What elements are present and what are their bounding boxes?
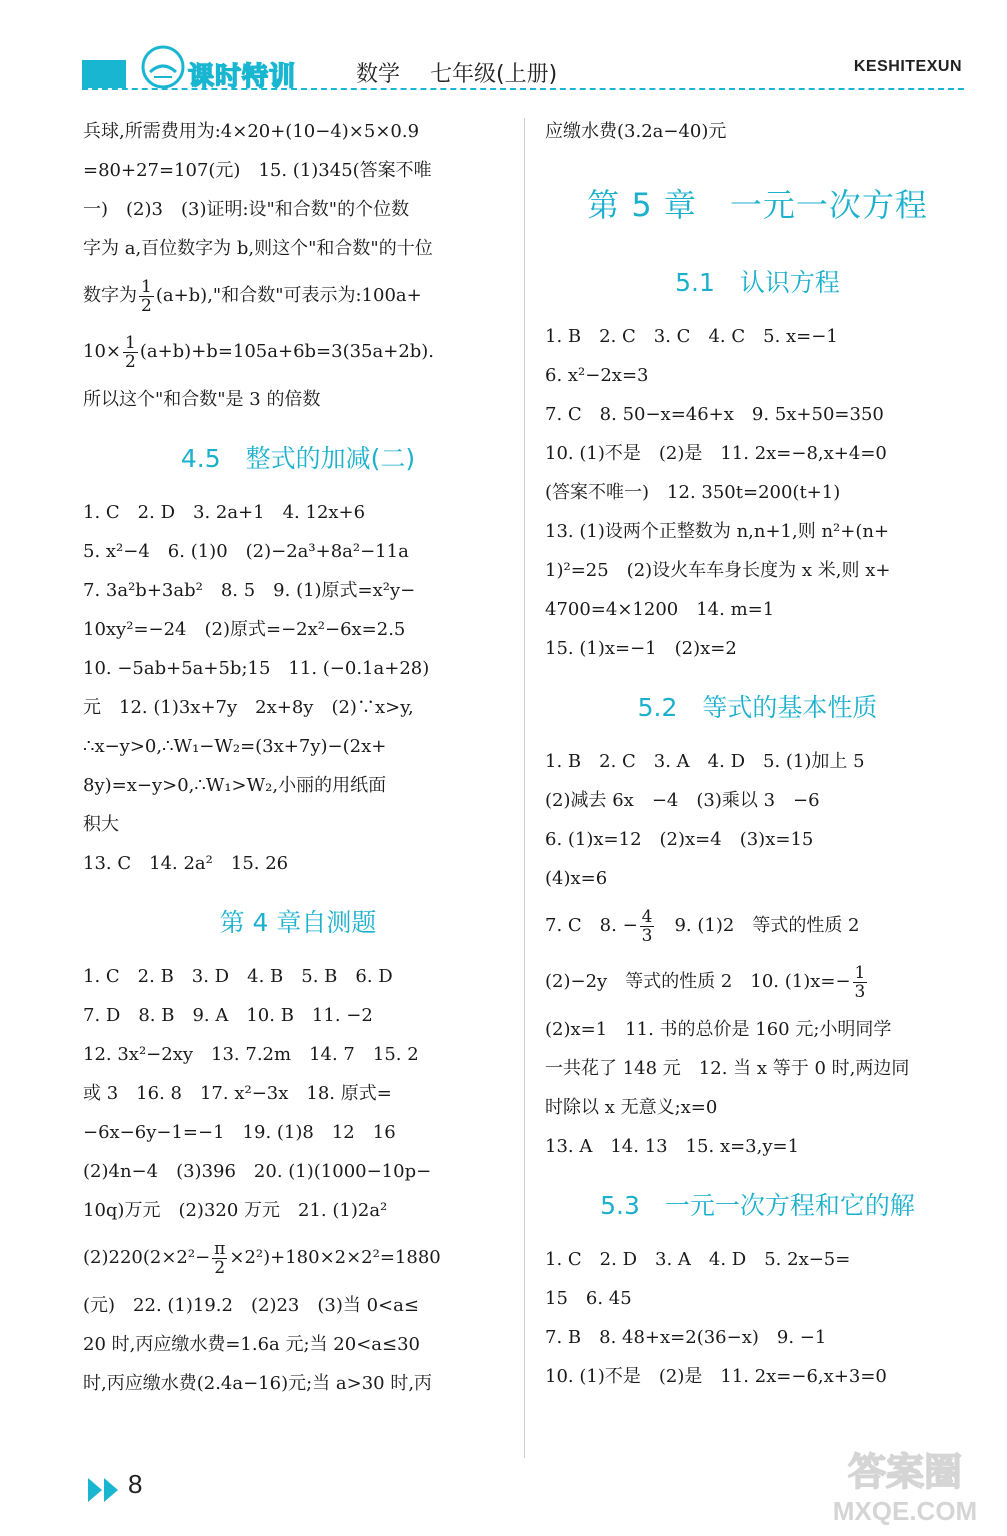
answer-line: 一) (2)3 (3)证明:设"和合数"的个位数	[83, 199, 410, 220]
line-text: (a+b)+b=105a+6b=3(35a+2b).	[139, 341, 435, 362]
brand-title: 课时特训	[188, 62, 297, 92]
answer-line: ∴x−y>0,∴W₁−W₂=(3x+7y)−(2x+	[83, 736, 387, 757]
answer-line: 所以这个"和合数"是 3 的倍数	[83, 389, 321, 410]
answer-line: 7. 3a²b+3ab² 8. 5 9. (1)原式=x²y−	[83, 580, 416, 601]
fraction: $\frac{\pi}{2}$	[214, 1238, 226, 1278]
line-text: 7. C 8. −	[545, 915, 638, 936]
fraction: $\frac{1}{3}$	[854, 962, 866, 1002]
section-title-5-1: 5.1 认识方程	[675, 268, 840, 297]
answer-line: (2)x=1 11. 书的总价是 160 元;小明同学	[545, 1019, 892, 1040]
answer-line	[83, 324, 513, 380]
series-label: KESHITEXUN	[853, 58, 962, 75]
answer-line: 12. 3x²−2xy 13. 7.2m 14. 7 15. 2	[83, 1044, 419, 1065]
chapter-title-5: 第 5 章 一元一次方程	[587, 186, 928, 224]
answer-line	[83, 268, 513, 324]
answer-line: 5. x²−4 6. (1)0 (2)−2a³+8a²−11a	[83, 541, 409, 562]
answer-line: (答案不唯一) 12. 350t=200(t+1)	[545, 482, 841, 503]
answer-line: 7. C 8. 50−x=46+x 9. 5x+50=350	[545, 404, 884, 425]
answer-line: (2)减去 6x −4 (3)乘以 3 −6	[545, 790, 820, 811]
page-header	[0, 0, 1007, 100]
page-number: 8	[128, 1469, 143, 1499]
answer-line: 13. (1)设两个正整数为 n,n+1,则 n²+(n+	[545, 521, 890, 542]
answer-line: 13. A 14. 13 15. x=3,y=1	[545, 1136, 800, 1157]
line-text: 9. (1)2 等式的性质 2	[656, 915, 860, 936]
double-chevron-icon	[86, 1476, 126, 1504]
grade-label: 七年级(上册)	[430, 62, 558, 87]
answer-line: 字为 a,百位数字为 b,则这个"和合数"的十位	[83, 238, 433, 259]
answer-line: 4700=4×1200 14. m=1	[545, 599, 775, 620]
answer-line: (4)x=6	[545, 868, 608, 889]
answer-line: 或 3 16. 8 17. x²−3x 18. 原式=	[83, 1083, 392, 1104]
right-column	[545, 112, 970, 1396]
section-title-4-5: 4.5 整式的加减(二)	[180, 444, 416, 473]
answer-line: 1. C 2. B 3. D 4. B 5. B 6. D	[83, 966, 393, 987]
answer-line: 10xy²=−24 (2)原式=−2x²−6x=2.5	[83, 619, 406, 640]
section-title-5-3: 5.3 一元一次方程和它的解	[600, 1191, 915, 1220]
line-prefix: 10×	[83, 341, 121, 362]
answer-line: −6x−6y−1=−1 19. (1)8 12 16	[83, 1122, 396, 1143]
answer-line: 1. B 2. C 3. A 4. D 5. (1)加上 5	[545, 751, 865, 772]
answer-line: 1. C 2. D 3. 2a+1 4. 12x+6	[83, 502, 366, 523]
answer-line: 时除以 x 无意义;x=0	[545, 1097, 718, 1118]
line-text: (2)220(2×2²−	[83, 1247, 211, 1268]
section-title-ch4-test: 第 4 章自测题	[219, 908, 377, 937]
answer-line: 10. (1)不是 (2)是 11. 2x=−8,x+4=0	[545, 443, 887, 464]
header-dashed-rule	[82, 88, 964, 90]
answer-line: 一共花了 148 元 12. 当 x 等于 0 时,两边同	[545, 1058, 910, 1079]
answer-line: 6. (1)x=12 (2)x=4 (3)x=15	[545, 829, 814, 850]
answer-line: 1)²=25 (2)设火车车身长度为 x 米,则 x+	[545, 560, 891, 581]
line-prefix: 数字为	[83, 285, 137, 306]
fraction: $\frac{4}{3}$	[641, 906, 653, 946]
answer-line: 1. B 2. C 3. C 4. C 5. x=−1	[545, 326, 838, 347]
fraction: $\frac{1}{2}$	[141, 276, 152, 316]
answer-line: 10. (1)不是 (2)是 11. 2x=−6,x+3=0	[545, 1366, 887, 1387]
line-text: ×2²)+180×2×2²=1880	[229, 1247, 441, 1268]
answer-line	[545, 954, 970, 1010]
answer-line: 7. B 8. 48+x=2(36−x) 9. −1	[545, 1327, 827, 1348]
answer-line: 10. −5ab+5a+5b;15 11. (−0.1a+28)	[83, 658, 430, 679]
book-logo-icon	[140, 44, 186, 90]
answer-line: 6. x²−2x=3	[545, 365, 649, 386]
fraction: $\frac{1}{2}$	[125, 332, 136, 372]
section-title-5-2: 5.2 等式的基本性质	[637, 693, 878, 722]
answer-line: 应缴水费(3.2a−40)元	[545, 121, 727, 142]
answer-line	[83, 1230, 513, 1286]
header-color-block	[82, 60, 126, 88]
line-text: (a+b),"和合数"可表示为:100a+	[155, 285, 422, 306]
answer-line: 20 时,丙应缴水费=1.6a 元;当 20<a≤30	[83, 1334, 420, 1355]
answer-line: 元 12. (1)3x+7y 2x+8y (2)∵x>y,	[83, 697, 414, 718]
watermark-text: 答案圈	[847, 1450, 963, 1494]
answer-line: 10q)万元 (2)320 万元 21. (1)2a²	[83, 1200, 388, 1221]
watermark-url: MXQE.COM	[832, 1496, 978, 1526]
watermark-logo	[810, 1440, 1000, 1530]
answer-line: 兵球,所需费用为:4×20+(10−4)×5×0.9	[83, 121, 420, 142]
answer-line: (元) 22. (1)19.2 (2)23 (3)当 0<a≤	[83, 1295, 419, 1316]
answer-line: 15. (1)x=−1 (2)x=2	[545, 638, 737, 659]
answer-line: 时,丙应缴水费(2.4a−16)元;当 a>30 时,丙	[83, 1373, 433, 1394]
answer-line: 15 6. 45	[545, 1288, 632, 1309]
subject-label: 数学	[356, 62, 401, 87]
column-divider	[524, 118, 525, 1458]
answer-line: 积大	[83, 814, 119, 835]
answer-line: 7. D 8. B 9. A 10. B 11. −2	[83, 1005, 373, 1026]
answer-line: (2)4n−4 (3)396 20. (1)(1000−10p−	[83, 1161, 432, 1182]
answer-line: 13. C 14. 2a² 15. 26	[83, 853, 289, 874]
answer-line: 8y)=x−y>0,∴W₁>W₂,小丽的用纸面	[83, 775, 387, 796]
left-column	[83, 112, 513, 1403]
answer-line	[545, 898, 970, 954]
answer-line: 1. C 2. D 3. A 4. D 5. 2x−5=	[545, 1249, 851, 1270]
answer-line: =80+27=107(元) 15. (1)345(答案不唯	[83, 160, 432, 181]
line-text: (2)−2y 等式的性质 2 10. (1)x=−	[545, 971, 851, 992]
